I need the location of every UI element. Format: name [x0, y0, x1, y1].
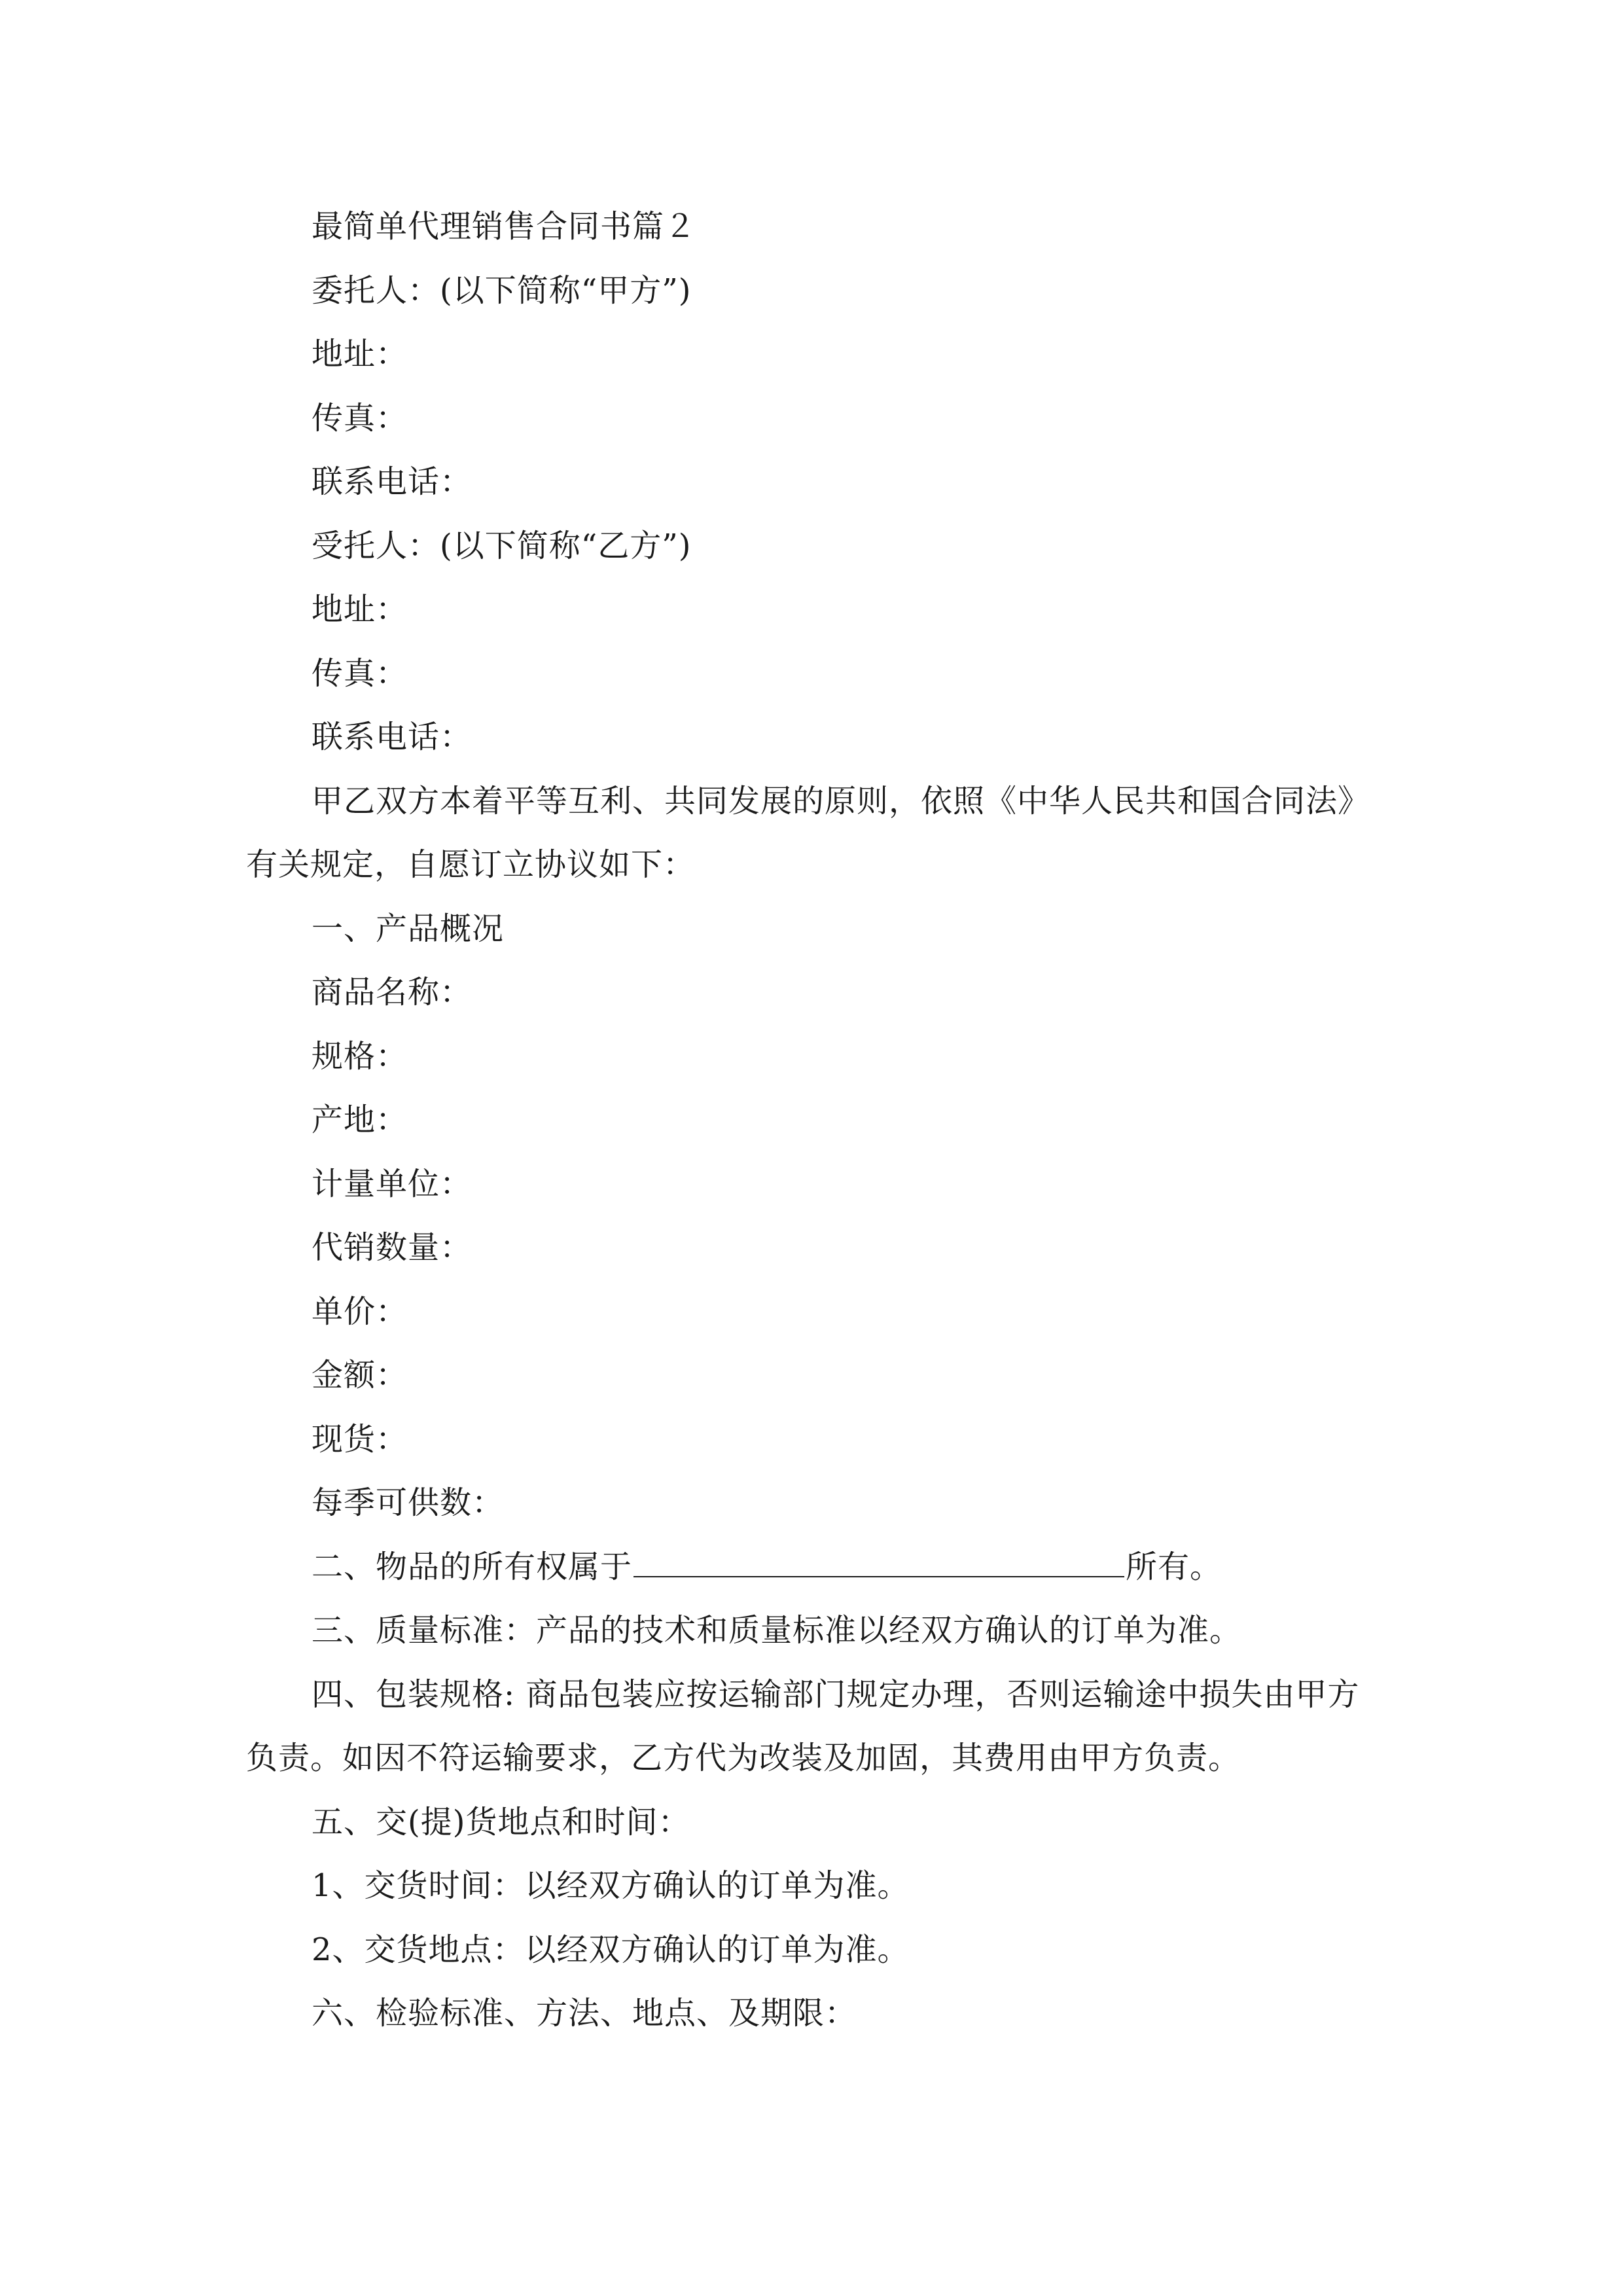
section-3: 三、质量标准：产品的技术和质量标准以经双方确认的订单为准。	[312, 1612, 1242, 1649]
field-amount: 金额：	[312, 1357, 408, 1393]
party-a-address: 地址：	[312, 336, 408, 372]
preamble-line-1: 甲乙双方本着平等互利、共同发展的原则，依照《中华人民共和国合同法》	[312, 782, 1370, 819]
party-b-fax: 传真：	[312, 655, 408, 692]
party-a-fax: 传真：	[312, 399, 408, 437]
section-2-suffix: 所有。	[1126, 1548, 1222, 1585]
document-body	[246, 195, 1408, 2046]
section-4-line-2: 负责。如因不符运输要求，乙方代为改装及加固，其费用由甲方负责。	[246, 1740, 1241, 1776]
field-product-name: 商品名称：	[312, 974, 473, 1011]
party-b-address: 地址：	[312, 591, 408, 628]
ownership-blank-field[interactable]	[633, 1550, 1124, 1577]
section-2	[246, 1535, 1408, 1600]
party-a-phone: 联系电话：	[312, 463, 473, 500]
field-spec: 规格：	[312, 1037, 408, 1075]
field-stock: 现货：	[312, 1420, 408, 1458]
field-unit: 计量单位：	[312, 1165, 473, 1202]
section-5-heading: 五、交(提)货地点和时间：	[312, 1803, 690, 1840]
preamble-line-2: 有关规定，自愿订立协议如下：	[246, 846, 696, 883]
section-5-item-2: 2、交货地点：以经双方确认的订单为准。	[312, 1931, 910, 1968]
document-title: 最简单代理销售合同书篇２	[312, 208, 697, 245]
field-quantity: 代销数量：	[312, 1229, 473, 1266]
section-4-line-1: 四、包装规格: 商品包装应按运输部门规定办理，否则运输途中损失由甲方	[312, 1676, 1360, 1713]
section-6-heading: 六、检验标准、方法、地点、及期限：	[312, 1995, 857, 2032]
section-1-heading: 一、产品概况	[312, 910, 505, 947]
section-5-item-1: 1、交货时间：以经双方确认的订单为准。	[312, 1867, 910, 1904]
party-a-heading: 委托人：(以下简称“甲方”)	[312, 272, 692, 309]
party-b-heading: 受托人：(以下简称“乙方”)	[312, 527, 692, 564]
field-origin: 产地：	[312, 1102, 408, 1138]
section-2-prefix: 二、物品的所有权属于	[312, 1548, 633, 1585]
party-b-phone: 联系电话：	[312, 719, 473, 755]
field-unit-price: 单价：	[312, 1293, 408, 1330]
field-seasonal-supply: 每季可供数：	[312, 1484, 505, 1521]
